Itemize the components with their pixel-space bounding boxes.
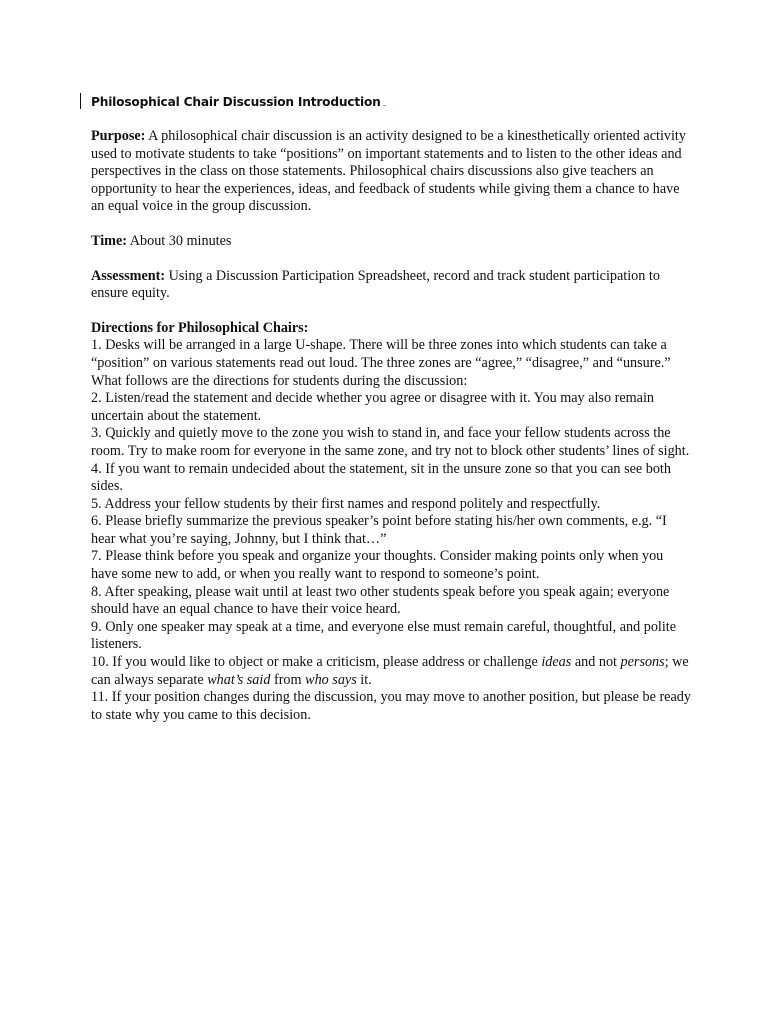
text-cursor bbox=[80, 93, 81, 109]
direction-emphasis: ideas bbox=[541, 654, 572, 671]
direction-text: from bbox=[270, 671, 306, 688]
direction-item bbox=[91, 425, 691, 460]
direction-item bbox=[91, 390, 691, 425]
direction-item bbox=[91, 689, 691, 724]
purpose-label: Purpose: bbox=[91, 128, 146, 144]
direction-text: it. bbox=[356, 671, 372, 688]
direction-text: ; we can always separate bbox=[91, 654, 689, 688]
assessment-text: Using a Discussion Participation Spreadsheet, record and track student participation to ensure equity. bbox=[91, 267, 660, 302]
direction-item bbox=[91, 619, 691, 654]
purpose-paragraph bbox=[91, 128, 691, 216]
direction-text: 8. After speaking, please wait until at least two other students speak before you speak again; everyone should have an equal chance to have their voice heard. bbox=[91, 583, 670, 618]
direction-text: 5. Address your fellow students by their first names and respond politely and respectfully. bbox=[91, 495, 601, 512]
underline-mark bbox=[383, 105, 386, 106]
direction-item bbox=[91, 584, 691, 619]
time-paragraph bbox=[91, 233, 691, 251]
document-page bbox=[91, 93, 691, 724]
direction-item bbox=[91, 513, 691, 548]
direction-emphasis: who says bbox=[305, 671, 357, 688]
document-title-text: Philosophical Chair Discussion Introduction bbox=[91, 95, 381, 109]
direction-text: 6. Please briefly summarize the previous speaker’s point before stating his/her own comments, e.g. “I hear what you’re saying, Johnny, but I think that…” bbox=[91, 513, 667, 547]
direction-item bbox=[91, 654, 691, 689]
direction-item bbox=[91, 337, 691, 390]
direction-text: 7. Please think before you speak and organize your thoughts. Consider making points only when you have some new to add, or when you really want to respond to someone’s point. bbox=[91, 548, 664, 583]
direction-text: 9. Only one speaker may speak at a time, and everyone else must remain careful, thoughtful, and polite listeners. bbox=[91, 618, 677, 653]
direction-emphasis: what’s said bbox=[207, 671, 271, 688]
direction-text: and not bbox=[571, 654, 621, 671]
directions-list bbox=[91, 337, 691, 724]
direction-item bbox=[91, 548, 691, 583]
direction-emphasis: persons bbox=[620, 654, 665, 671]
time-label: Time: bbox=[91, 232, 127, 249]
direction-text: 10. If you would like to object or make a criticism, please address or challenge bbox=[91, 654, 542, 671]
assessment-paragraph bbox=[91, 268, 691, 303]
direction-text: 3. Quickly and quietly move to the zone you wish to stand in, and face your fellow students across the room. Try to make room for everyone in the same zone, and try not to block other students’ lines of sight. bbox=[91, 425, 690, 459]
direction-text: 1. Desks will be arranged in a large U-shape. There will be three zones into which students can take a “position” on various statements read out loud. The three zones are “agree,” “disagree,” and “unsure.” What follows are the directions for students during the discussion: bbox=[91, 337, 671, 389]
direction-text: 4. If you want to remain undecided about the statement, sit in the unsure zone so that you can see both sides. bbox=[91, 460, 671, 495]
direction-text: 2. Listen/read the statement and decide whether you agree or disagree with it. You may also remain uncertain about the statement. bbox=[91, 390, 654, 424]
document-title bbox=[91, 93, 691, 111]
assessment-label: Assessment: bbox=[91, 267, 166, 284]
directions-heading: Directions for Philosophical Chairs: bbox=[91, 319, 309, 336]
direction-text: 11. If your position changes during the discussion, you may move to another position, but please be ready to state why you came to this decision. bbox=[91, 689, 691, 723]
direction-item bbox=[91, 461, 691, 496]
purpose-text: A philosophical chair discussion is an activity designed to be a kinesthetically oriented activity used to motivate students to take “positions” on important statements and to listen to the other ideas and perspectives in the class on those statements. Philosophical chairs discussions also give teachers an opportunity to hear the experiences, ideas, and feedback of students while giving them a chance to have an equal voice in the group discussion. bbox=[91, 128, 686, 215]
direction-item bbox=[91, 496, 691, 514]
time-text: About 30 minutes bbox=[127, 232, 232, 249]
